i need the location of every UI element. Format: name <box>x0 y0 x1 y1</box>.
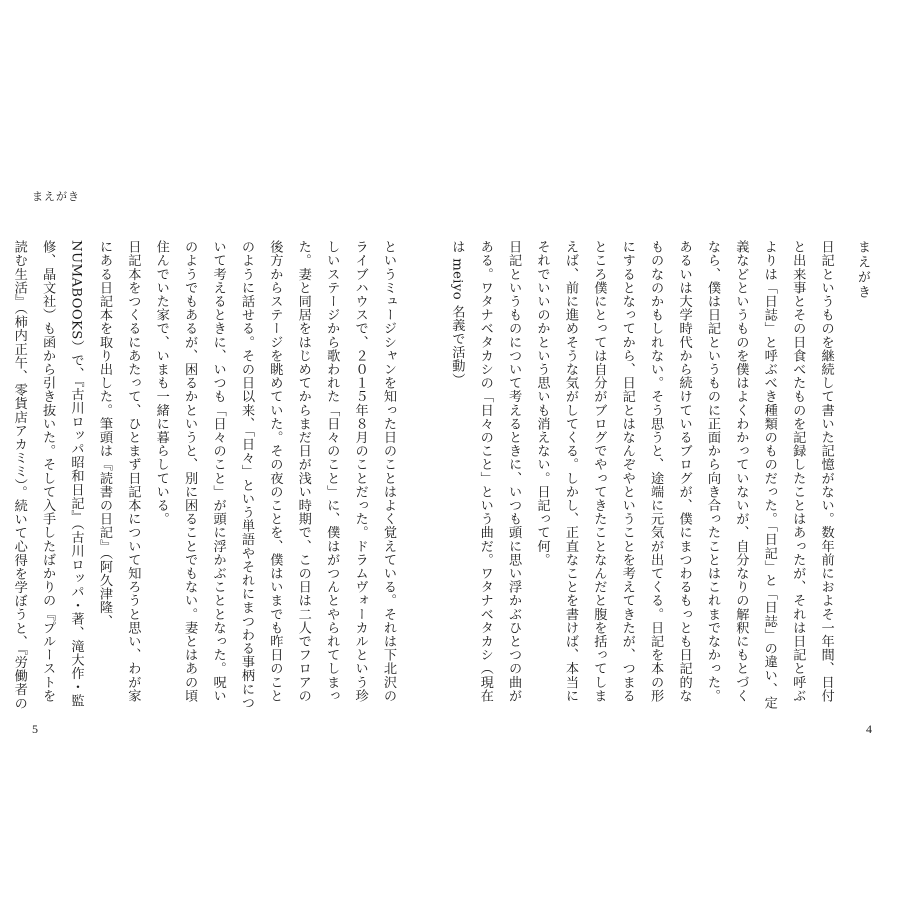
running-head: まえがき <box>32 190 80 203</box>
right-paragraph-1: 日記というものを継続して書いた記憶がない。数年前におよそ一年間、日付と出来事とその日食べたものを記録したことはあったが、それは日記と呼ぶよりは「日誌」と呼ぶべき種類のものだった。「日記」と「日誌」の違い、定義などというものを僕はよくわかっていないが、自分なりの解釈にもとづくなら、僕は日記というものに正面から向き合ったことはこれまでなかった。 <box>704 240 834 710</box>
left-paragraph-2: 日記本をつくるにあたって、ひとまず日記本について知ろうと思い、わが家にある日記本を取り出した。筆頭は『読書の日記』（阿久津隆、NUMABOOKS）で、『古川ロッパ昭和日記』（古川ロッパ・著、滝大作・監修、晶文社）も函から引き抜いた。そして入手したばかりの『プルーストを読む生活』（柿内正午、零貨店アカミミ）。続いて心得を学ぼうと、『労働者の <box>11 240 141 710</box>
right-page-body <box>436 240 876 710</box>
right-paragraph-2: あるいは大学時代から続けているブログが、僕にまつわるもっとも日記的なものなのかもしれない。そう思うと、途端に元気が出てくる。日記を本の形にするとなってから、日記とはなんぞやということを考えてきたが、つまるところ僕にとっては自分がブログでやってきたことなんだと腹を括ってしまえば、前に進めそうな気がしてくる。しかし、正直なことを書けば、本当にそれでいいのかという思いも消えない。日記って何。 <box>534 240 692 703</box>
right-paragraph-3: 日記というものについて考えるときに、いつも頭に思い浮かぶひとつの曲がある。ワタナベタカシの「日々のこと」という曲だ。ワタナベタカシ（現在は meiyo 名義で活動） <box>449 240 522 703</box>
left-page-body <box>11 240 402 710</box>
page-number-right: 4 <box>866 722 872 736</box>
chapter-title: まえがき <box>855 240 870 300</box>
left-paragraph-1: というミュージシャンを知った日のことはよく覚えている。それは下北沢のライブハウスで、２０１５年８月のことだった。ドラムヴォーカルという珍しいステージから歌われた「日々のこと」に、僕はがつんとやられてしまった。妻と同居をはじめてからまだ日が浅い時期で、この日は二人でフロアの後方からステージを眺めていた。その夜のことを、僕はいまでも昨日のことのように話せる。その日以来、「日々」という単語やそれにまつわる事柄について考えるときに、いつも「日々のこと」が頭に浮かぶこととなった。呪いのようでもあるが、困るかというと、別に困ることでもない。妻とはあの頃住んでいた家で、いまも一緒に暮らしている。 <box>153 240 396 710</box>
page-number-left: 5 <box>32 722 38 736</box>
